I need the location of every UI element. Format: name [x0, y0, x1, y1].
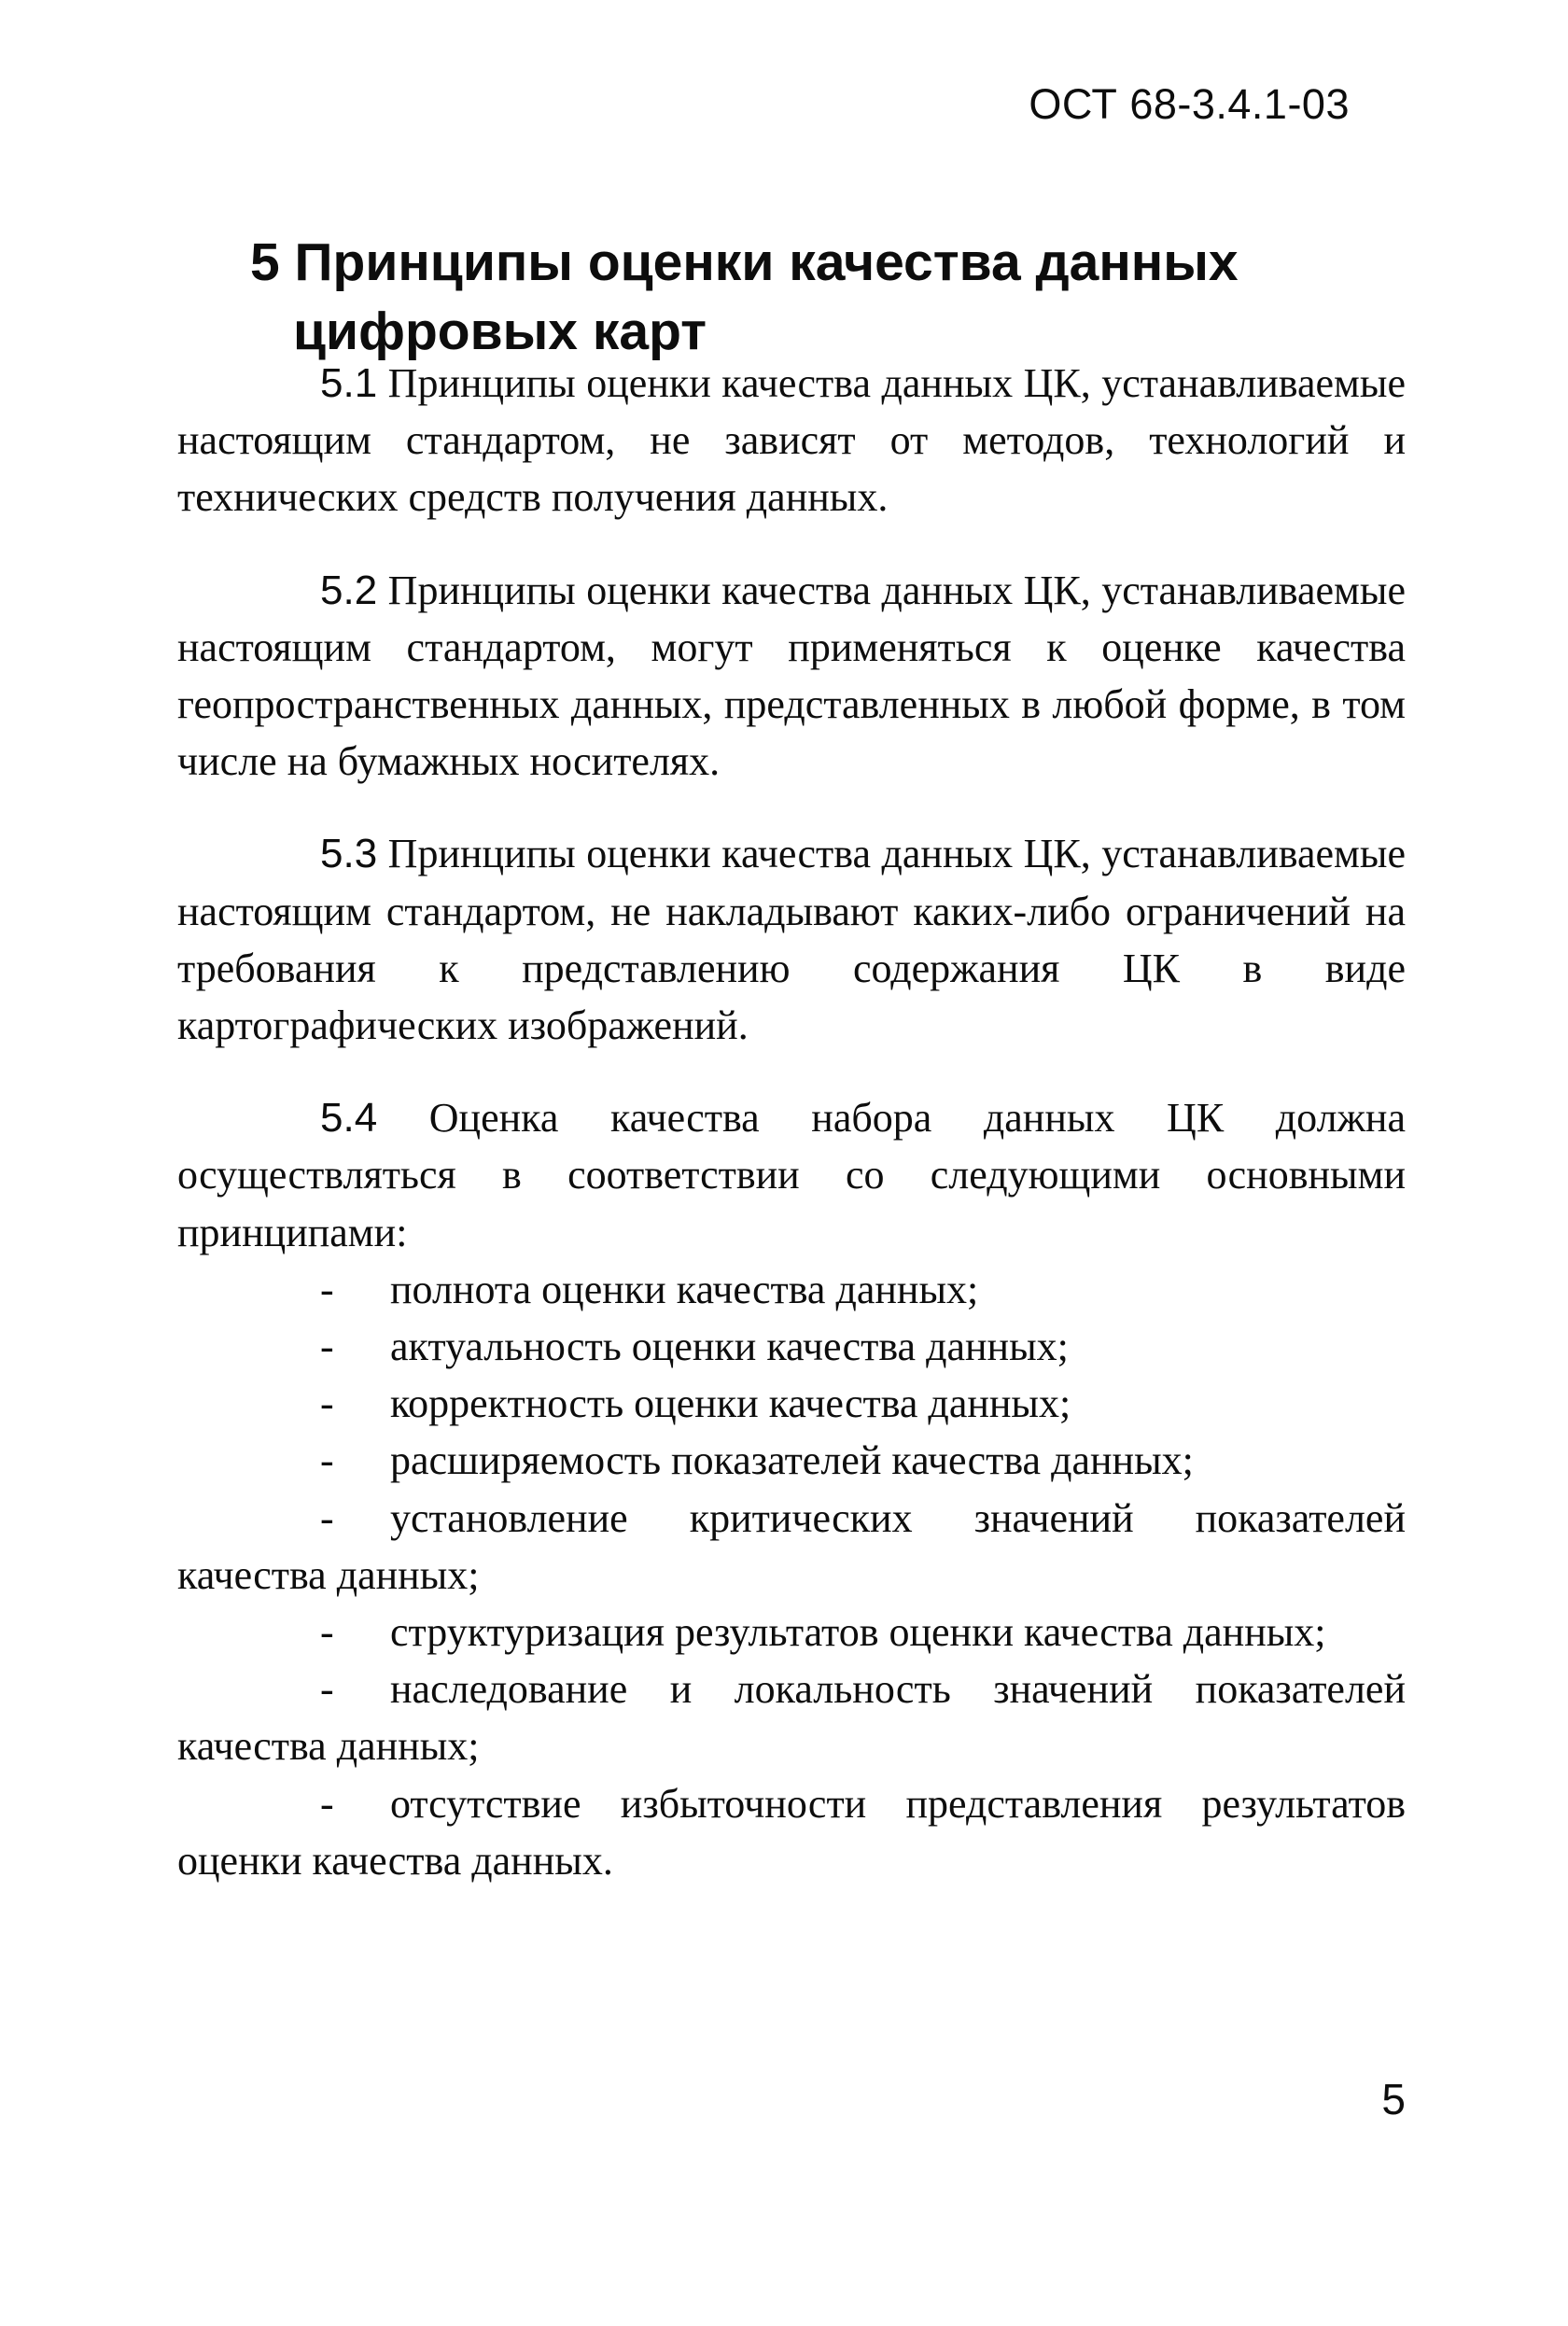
dash-bullet: - [320, 1780, 334, 1827]
paragraph-5-2 [177, 562, 1406, 791]
list-item [177, 1432, 1406, 1489]
list-item [177, 1604, 1406, 1660]
list-item-text: корректность оценки качества данных; [390, 1380, 1071, 1427]
list-item-text: полнота оценки качества данных; [390, 1266, 979, 1312]
dash-bullet: - [320, 1380, 334, 1427]
dash-bullet: - [320, 1666, 334, 1713]
clause-text: Принципы оценки качества данных ЦК, устанавливаемые настоящим стандартом, могут применяться к оценке качества геопространственных данных, представленных в любой форме, в том числе на бумажных носителях. [177, 567, 1406, 785]
section-body [177, 355, 1406, 1889]
dash-bullet: - [320, 1266, 334, 1312]
dash-bullet: - [320, 1437, 334, 1484]
clause-text: Принципы оценки качества данных ЦК, устанавливаемые настоящим стандартом, не зависят от методов, технологий и технических средств получения данных. [177, 360, 1406, 521]
principles-list [177, 1261, 1406, 1889]
clause-number: 5.3 [320, 831, 378, 877]
list-item [177, 1375, 1406, 1432]
dash-bullet: - [320, 1494, 334, 1541]
clause-number: 5.4 [320, 1095, 378, 1142]
clause-number: 5.1 [320, 360, 378, 406]
list-item-text: установление критических значений показателей качества данных; [177, 1494, 1406, 1598]
list-item-text: структуризация результатов оценки качества данных; [390, 1609, 1326, 1656]
list-item-text: наследование и локальность значений показателей качества данных; [177, 1666, 1406, 1770]
clause-text: Оценка качества набора данных ЦК должна осуществляться в соответствии со следующими основными принципами: [177, 1095, 1407, 1255]
list-item [177, 1261, 1406, 1318]
dash-bullet: - [320, 1324, 334, 1370]
clause-text: Принципы оценки качества данных ЦК, устанавливаемые настоящим стандартом, не накладывают каких-либо ограничений на требования к представлению содержания ЦК в виде картографических изображений. [177, 831, 1406, 1049]
list-item [177, 1775, 1406, 1889]
list-item [177, 1318, 1406, 1375]
paragraph-5-3 [177, 825, 1406, 1054]
paragraph-5-4 [177, 1089, 1406, 1261]
clause-number: 5.2 [320, 567, 378, 613]
list-item-text: актуальность оценки качества данных; [390, 1324, 1069, 1370]
document-code: ОСТ 68-3.4.1-03 [1029, 80, 1350, 128]
list-item [177, 1660, 1406, 1774]
page-number: 5 [1381, 2075, 1406, 2123]
list-item-text: расширяемость показателей качества данных; [390, 1437, 1194, 1484]
paragraph-5-1 [177, 355, 1406, 526]
list-item-text: отсутствие избыточности представления результатов оценки качества данных. [177, 1780, 1406, 1884]
dash-bullet: - [320, 1609, 334, 1656]
section-heading: 5 Принципы оценки качества данных цифровых карт [250, 232, 1239, 362]
list-item [177, 1490, 1406, 1604]
